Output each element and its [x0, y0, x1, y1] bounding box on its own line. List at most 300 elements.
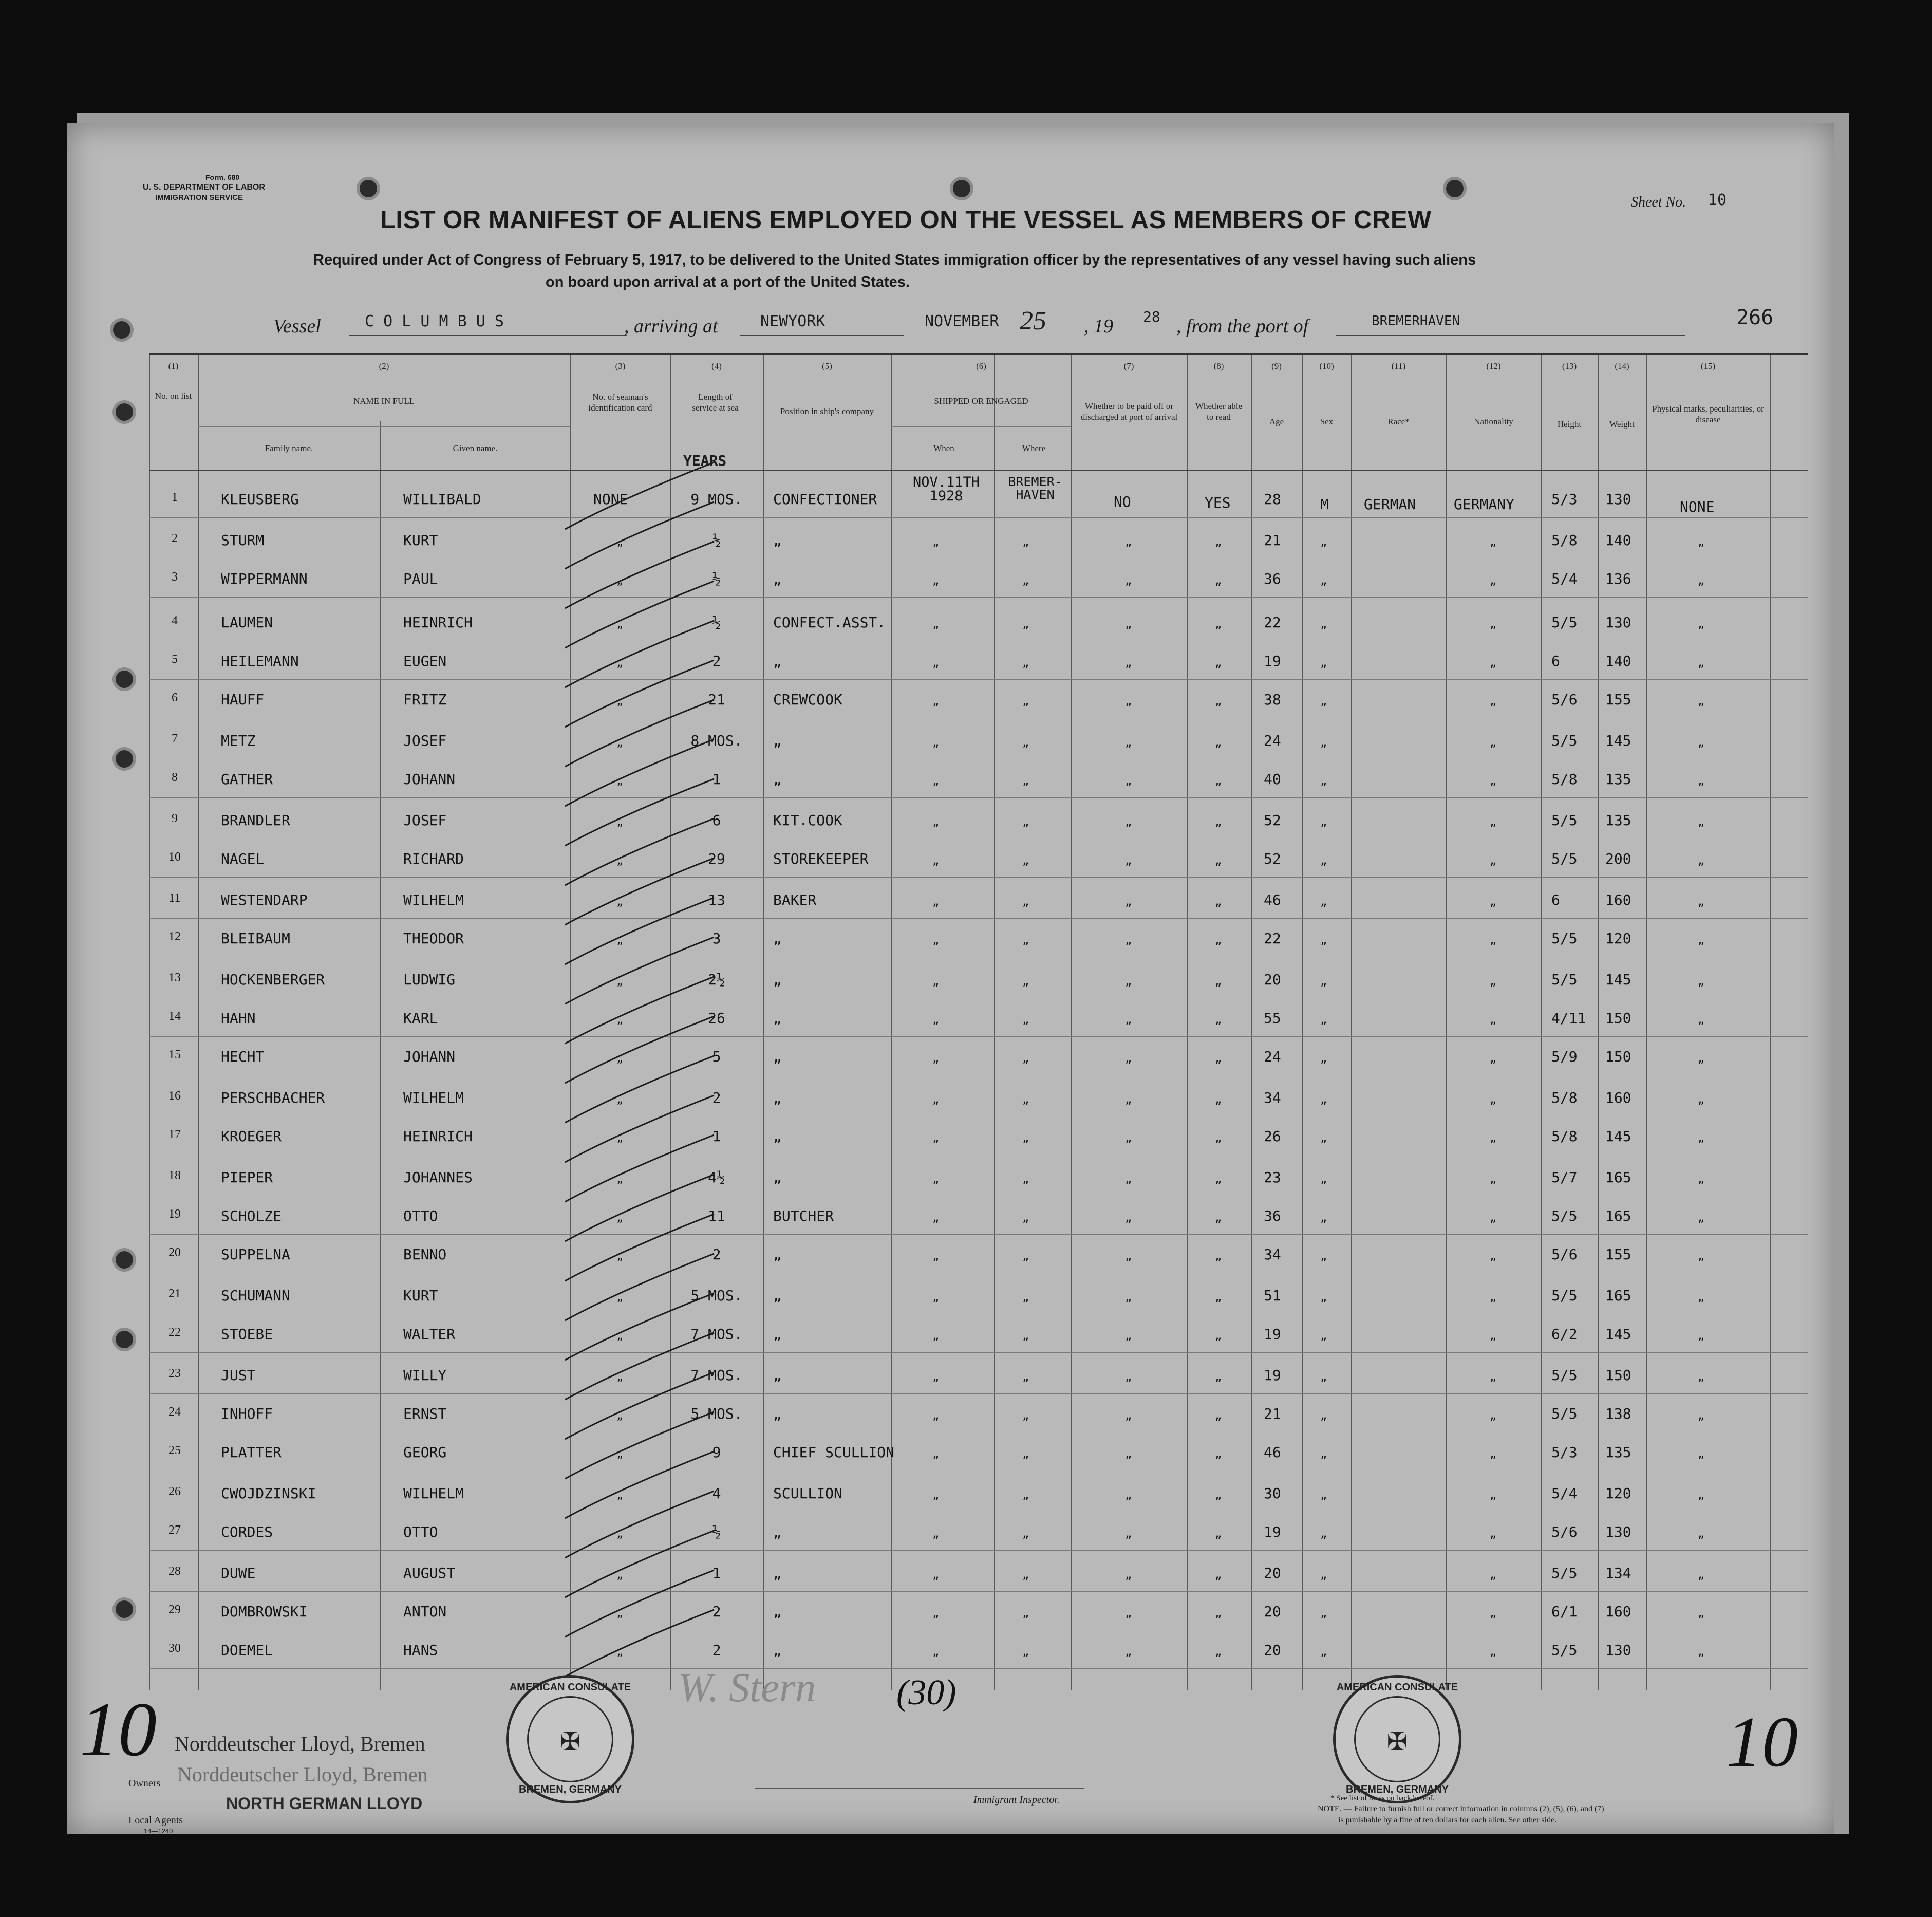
row-1-nationality: GERMANY: [1454, 496, 1515, 513]
row-7-id-ditto: „: [616, 736, 624, 749]
row-13-sex-ditto: „: [1320, 975, 1327, 988]
col-10-header: Sex: [1320, 417, 1334, 426]
row-23-family-name: JUST: [221, 1367, 256, 1384]
row-27-read-ditto: „: [1215, 1528, 1222, 1540]
row-8-row-number: 8: [172, 771, 178, 784]
row-23-id-ditto: „: [616, 1371, 624, 1384]
row-13-service-length: 2½: [708, 971, 725, 988]
seal-text-bottom: BREMEN, GERMANY: [1345, 1784, 1449, 1795]
vessel-name: C O L U M B U S: [365, 312, 504, 330]
row-21-family-name: SCHUMANN: [221, 1287, 290, 1304]
row-9-sex-ditto: „: [1320, 816, 1327, 829]
row-8-id-ditto: „: [616, 775, 624, 788]
col-4-header: Length of service at sea: [692, 392, 739, 413]
row-6-position: CREWCOOK: [773, 691, 842, 708]
pen-stroke: [565, 502, 714, 569]
row-14-family-name: HAHN: [221, 1010, 256, 1027]
row-17-given-name: HEINRICH: [403, 1128, 473, 1145]
row-24-where-ditto: „: [1022, 1409, 1029, 1422]
sheet-number: 10: [1708, 191, 1727, 209]
row-23-service-length: 7 MOS.: [690, 1367, 743, 1384]
pen-stroke: [565, 739, 714, 806]
row-9-paid-ditto: „: [1125, 816, 1132, 829]
row-16-where-ditto: „: [1022, 1093, 1029, 1106]
row-30-service-length: 2: [712, 1642, 721, 1659]
form-code: 14—1240: [144, 1827, 173, 1835]
row-25-service-length: 9: [712, 1444, 721, 1461]
row-25-sex-ditto: „: [1320, 1448, 1327, 1461]
row-22-sex-ditto: „: [1320, 1330, 1327, 1343]
col-2a-header: Family name.: [265, 443, 313, 453]
row-17-family-name: KROEGER: [221, 1128, 282, 1145]
arrival-port: NEWYORK: [760, 312, 826, 330]
row-2-age: 21: [1264, 532, 1281, 549]
row-7-when-ditto: „: [932, 736, 940, 749]
row-5-service-length: 2: [712, 653, 721, 669]
row-28-row-number: 28: [168, 1565, 181, 1578]
row-4-nationality-ditto: „: [1490, 618, 1497, 631]
vessel-underline: [349, 335, 627, 336]
row-8-nationality-ditto: „: [1490, 775, 1497, 788]
row-14-age: 55: [1264, 1010, 1281, 1027]
row-17-nationality-ditto: „: [1490, 1132, 1497, 1145]
row-2-where-ditto: „: [1022, 536, 1029, 549]
col-14-number: (14): [1615, 361, 1629, 371]
row-5-nationality-ditto: „: [1490, 657, 1497, 669]
row-7-age: 24: [1264, 732, 1281, 749]
row-26-sex-ditto: „: [1320, 1489, 1327, 1502]
row-2-when-ditto: „: [932, 536, 940, 549]
row-5-paid-ditto: „: [1125, 657, 1132, 669]
row-17-row-number: 17: [168, 1128, 181, 1141]
row-6-read-ditto: „: [1215, 695, 1222, 708]
row-26-marks-ditto: „: [1698, 1489, 1705, 1502]
row-15-family-name: HECHT: [221, 1048, 265, 1065]
row-26-family-name: CWOJDZINSKI: [221, 1485, 316, 1502]
header-subdivider: [198, 426, 570, 427]
row-25-when-ditto: „: [932, 1448, 940, 1461]
row-12-age: 22: [1264, 930, 1281, 947]
sheet-label: Sheet No.: [1631, 194, 1686, 210]
col-5-header: Position in ship's company: [780, 406, 874, 416]
row-25-position: CHIEF SCULLION: [773, 1444, 895, 1461]
row-1-sex: M: [1320, 496, 1329, 513]
row-5-marks-ditto: „: [1698, 657, 1705, 669]
pen-stroke: [565, 1451, 714, 1518]
races-note: * See list of races on back hereof.: [1330, 1794, 1435, 1802]
row-4-where-ditto: „: [1022, 618, 1029, 631]
pen-stroke: [565, 858, 714, 925]
row-30-where-ditto: „: [1022, 1646, 1029, 1659]
row-15-id-ditto: „: [616, 1052, 624, 1065]
row-28-nationality-ditto: „: [1490, 1569, 1497, 1581]
row-2-given-name: KURT: [403, 532, 438, 549]
row-8-family-name: GATHER: [221, 771, 273, 788]
pen-stroke: [565, 1531, 714, 1597]
row-1-family-name: KLEUSBERG: [221, 491, 299, 508]
row-12-given-name: THEODOR: [403, 930, 464, 947]
row-27-when-ditto: „: [932, 1528, 940, 1540]
row-10-family-name: NAGEL: [221, 850, 265, 867]
row-19-height: 5/5: [1551, 1207, 1578, 1224]
row-23-marks-ditto: „: [1698, 1371, 1705, 1384]
inspector-line: [755, 1788, 1084, 1789]
row-18-where-ditto: „: [1022, 1173, 1029, 1186]
row-1-weight: 130: [1605, 491, 1631, 508]
row-25-marks-ditto: „: [1698, 1448, 1705, 1461]
row-17-age: 26: [1264, 1128, 1281, 1145]
column-divider: [380, 421, 381, 1690]
row-21-marks-ditto: „: [1698, 1291, 1705, 1304]
row-17-when-ditto: „: [932, 1132, 940, 1145]
column-divider: [1187, 355, 1188, 1690]
row-20-row-number: 20: [168, 1246, 181, 1259]
row-30-read-ditto: „: [1215, 1646, 1222, 1659]
row-30-position: „: [773, 1642, 782, 1659]
row-10-id-ditto: „: [616, 854, 624, 867]
row-16-id-ditto: „: [616, 1093, 624, 1106]
row-26-row-number: 26: [168, 1485, 181, 1498]
row-25-read-ditto: „: [1215, 1448, 1222, 1461]
row-16-weight: 160: [1605, 1089, 1631, 1106]
col-2-header: NAME IN FULL: [353, 396, 415, 406]
row-7-sex-ditto: „: [1320, 736, 1327, 749]
row-13-marks-ditto: „: [1698, 975, 1705, 988]
row-12-position: „: [773, 930, 782, 947]
row-13-family-name: HOCKENBERGER: [221, 971, 325, 988]
row-4-row-number: 4: [172, 614, 178, 627]
row-7-position: „: [773, 732, 782, 749]
column-divider: [1071, 355, 1072, 1690]
row-9-when-ditto: „: [932, 816, 940, 829]
row-20-paid-ditto: „: [1125, 1250, 1132, 1263]
row-2-sex-ditto: „: [1320, 536, 1327, 549]
page-title: LIST OR MANIFEST OF ALIENS EMPLOYED ON THE VESSEL AS MEMBERS OF CREW: [380, 206, 1432, 234]
table-top-border: [149, 353, 1808, 355]
row-29-position: „: [773, 1603, 782, 1620]
row-2-nationality-ditto: „: [1490, 536, 1497, 549]
row-rule: [149, 1591, 1808, 1592]
row-rule: [149, 1393, 1808, 1394]
row-19-given-name: OTTO: [403, 1207, 438, 1224]
inspector-label: Immigrant Inspector.: [973, 1794, 1060, 1806]
row-20-age: 34: [1264, 1246, 1281, 1263]
row-25-given-name: GEORG: [403, 1444, 447, 1461]
row-3-given-name: PAUL: [403, 570, 438, 587]
row-11-id-ditto: „: [616, 896, 624, 908]
row-27-id-ditto: „: [616, 1528, 624, 1540]
row-7-row-number: 7: [172, 732, 178, 746]
row-29-when-ditto: „: [932, 1607, 940, 1620]
punch-hole: [116, 671, 133, 688]
col-10-number: (10): [1319, 361, 1334, 371]
row-1-given-name: WILLIBALD: [403, 491, 481, 508]
row-18-age: 23: [1264, 1169, 1281, 1186]
row-13-id-ditto: „: [616, 975, 624, 988]
row-7-given-name: JOSEF: [403, 732, 447, 749]
row-27-nationality-ditto: „: [1490, 1528, 1497, 1540]
row-22-marks-ditto: „: [1698, 1330, 1705, 1343]
row-1-height: 5/3: [1551, 491, 1578, 508]
row-11-position: BAKER: [773, 891, 817, 908]
row-16-position: „: [773, 1089, 782, 1106]
row-21-when-ditto: „: [932, 1291, 940, 1304]
row-8-weight: 135: [1605, 771, 1631, 788]
row-5-weight: 140: [1605, 653, 1631, 669]
col-14-header: Weight: [1609, 419, 1635, 429]
punch-hole: [953, 180, 970, 197]
column-divider: [1646, 355, 1647, 1690]
agents-label: Local Agents: [128, 1815, 183, 1826]
row-25-row-number: 25: [168, 1444, 181, 1457]
row-16-age: 34: [1264, 1089, 1281, 1106]
row-7-height: 5/5: [1551, 732, 1578, 749]
row-21-age: 51: [1264, 1287, 1281, 1304]
row-12-height: 5/5: [1551, 930, 1578, 947]
row-9-read-ditto: „: [1215, 816, 1222, 829]
row-4-when-ditto: „: [932, 618, 940, 631]
row-5-when-ditto: „: [932, 657, 940, 669]
row-15-marks-ditto: „: [1698, 1052, 1705, 1065]
row-29-family-name: DOMBROWSKI: [221, 1603, 308, 1620]
row-30-id-ditto: „: [616, 1646, 624, 1659]
row-7-where-ditto: „: [1022, 736, 1029, 749]
inspector-signature: W. Stern: [678, 1665, 816, 1710]
punch-hole: [360, 180, 377, 197]
row-10-row-number: 10: [168, 850, 181, 864]
row-22-service-length: 7 MOS.: [690, 1326, 743, 1343]
row-27-paid-ditto: „: [1125, 1528, 1132, 1540]
row-10-marks-ditto: „: [1698, 854, 1705, 867]
col-9-number: (9): [1271, 361, 1282, 371]
row-27-marks-ditto: „: [1698, 1528, 1705, 1540]
row-10-paid-ditto: „: [1125, 854, 1132, 867]
row-rule: [149, 1036, 1808, 1037]
row-6-weight: 155: [1605, 691, 1631, 708]
pen-stroke: [565, 1570, 714, 1637]
col-12-number: (12): [1486, 361, 1501, 371]
row-26-position: SCULLION: [773, 1485, 842, 1502]
row-7-weight: 145: [1605, 732, 1631, 749]
pen-stroke: [565, 621, 714, 687]
row-8-marks-ditto: „: [1698, 775, 1705, 788]
column-divider: [1598, 355, 1599, 1690]
column-divider: [1541, 355, 1542, 1690]
pen-stroke: [565, 937, 714, 1004]
row-21-given-name: KURT: [403, 1287, 438, 1304]
pen-stroke: [565, 1333, 714, 1400]
row-9-family-name: BRANDLER: [221, 812, 290, 829]
row-5-height: 6: [1551, 653, 1560, 669]
row-30-age: 20: [1264, 1642, 1281, 1659]
row-8-age: 40: [1264, 771, 1281, 788]
row-22-when-ditto: „: [932, 1330, 940, 1343]
row-11-family-name: WESTENDARP: [221, 891, 308, 908]
row-28-when-ditto: „: [932, 1569, 940, 1581]
row-15-given-name: JOHANN: [403, 1048, 456, 1065]
row-3-read-ditto: „: [1215, 574, 1222, 587]
row-14-nationality-ditto: „: [1490, 1014, 1497, 1027]
row-9-position: KIT.COOK: [773, 812, 842, 829]
row-4-weight: 130: [1605, 614, 1631, 631]
row-3-paid-ditto: „: [1125, 574, 1132, 587]
pen-stroke: [565, 660, 714, 727]
row-1-position: CONFECTIONER: [773, 491, 877, 508]
row-rule: [149, 1550, 1808, 1551]
row-19-weight: 165: [1605, 1207, 1631, 1224]
row-26-paid-ditto: „: [1125, 1489, 1132, 1502]
row-15-where-ditto: „: [1022, 1052, 1029, 1065]
row-24-read-ditto: „: [1215, 1409, 1222, 1422]
row-8-sex-ditto: „: [1320, 775, 1327, 788]
row-1-read: YES: [1205, 494, 1231, 511]
master-stamp: Norddeutscher Lloyd, Bremen: [175, 1732, 425, 1755]
pen-stroke: [565, 581, 714, 648]
row-19-family-name: SCHOLZE: [221, 1207, 282, 1224]
row-21-height: 5/5: [1551, 1287, 1578, 1304]
row-rule: [149, 918, 1808, 919]
col-7-number: (7): [1123, 361, 1134, 371]
row-16-paid-ditto: „: [1125, 1093, 1132, 1106]
row-18-id-ditto: „: [616, 1173, 624, 1186]
row-19-where-ditto: „: [1022, 1212, 1029, 1224]
row-4-id-ditto: „: [616, 618, 624, 631]
arrival-day: 25: [1020, 306, 1046, 336]
row-8-paid-ditto: „: [1125, 775, 1132, 788]
arriving-label: , arriving at: [624, 315, 718, 337]
row-rule: [149, 1668, 1808, 1669]
pen-stroke: [565, 898, 714, 964]
row-22-where-ditto: „: [1022, 1330, 1029, 1343]
subtitle-line-2: on board upon arrival at a port of the United States.: [546, 274, 910, 290]
col-2-number: (2): [379, 361, 389, 371]
row-18-family-name: PIEPER: [221, 1169, 273, 1186]
row-27-family-name: CORDES: [221, 1523, 273, 1540]
row-29-marks-ditto: „: [1698, 1607, 1705, 1620]
column-divider: [1770, 355, 1771, 1690]
row-29-given-name: ANTON: [403, 1603, 447, 1620]
row-6-service-length: 21: [708, 691, 725, 708]
col-5-number: (5): [822, 361, 832, 371]
row-3-id-ditto: „: [616, 574, 624, 587]
row-3-height: 5/4: [1551, 570, 1578, 587]
row-30-weight: 130: [1605, 1642, 1631, 1659]
row-7-marks-ditto: „: [1698, 736, 1705, 749]
row-23-sex-ditto: „: [1320, 1371, 1327, 1384]
row-8-when-ditto: „: [932, 775, 940, 788]
row-22-given-name: WALTER: [403, 1326, 456, 1343]
row-rule: [149, 877, 1808, 878]
row-23-paid-ditto: „: [1125, 1371, 1132, 1384]
row-12-weight: 120: [1605, 930, 1631, 947]
row-12-id-ditto: „: [616, 934, 624, 947]
seal-text-bottom: BREMEN, GERMANY: [518, 1784, 622, 1795]
row-9-height: 5/5: [1551, 812, 1578, 829]
col-6-number: (6): [976, 361, 986, 371]
row-15-age: 24: [1264, 1048, 1281, 1065]
row-26-height: 5/4: [1551, 1485, 1578, 1502]
row-5-position: „: [773, 653, 782, 669]
column-divider: [1302, 355, 1303, 1690]
row-4-position: CONFECT.ASST.: [773, 614, 886, 631]
row-28-where-ditto: „: [1022, 1569, 1029, 1581]
col-15-number: (15): [1700, 361, 1716, 371]
row-4-sex-ditto: „: [1320, 618, 1327, 631]
pen-stroke: [565, 1175, 714, 1241]
pen-stroke: [565, 1056, 714, 1123]
row-1-id-card: NONE: [593, 491, 628, 508]
row-5-family-name: HEILEMANN: [221, 653, 299, 669]
row-24-id-ditto: „: [616, 1409, 624, 1422]
row-10-age: 52: [1264, 850, 1281, 867]
col-15-header: Physical marks, peculiarities, or disease: [1652, 404, 1764, 425]
row-13-position: „: [773, 971, 782, 988]
port-label: , from the port of: [1176, 315, 1309, 337]
row-29-age: 20: [1264, 1603, 1281, 1620]
row-28-position: „: [773, 1565, 782, 1581]
row-29-nationality-ditto: „: [1490, 1607, 1497, 1620]
row-2-paid-ditto: „: [1125, 536, 1132, 549]
row-12-row-number: 12: [168, 930, 181, 943]
service-name: IMMIGRATION SERVICE: [155, 193, 243, 202]
punch-hole: [113, 321, 130, 339]
column-divider: [1351, 355, 1352, 1690]
row-21-paid-ditto: „: [1125, 1291, 1132, 1304]
row-rule: [149, 797, 1808, 798]
row-17-weight: 145: [1605, 1128, 1631, 1145]
row-26-weight: 120: [1605, 1485, 1631, 1502]
column-divider: [149, 355, 150, 1690]
row-28-age: 20: [1264, 1565, 1281, 1581]
row-30-height: 5/5: [1551, 1642, 1578, 1659]
row-27-sex-ditto: „: [1320, 1528, 1327, 1540]
column-divider: [891, 355, 892, 1690]
row-18-nationality-ditto: „: [1490, 1173, 1497, 1186]
row-6-when-ditto: „: [932, 695, 940, 708]
row-24-given-name: ERNST: [403, 1405, 447, 1422]
row-9-nationality-ditto: „: [1490, 816, 1497, 829]
row-20-nationality-ditto: „: [1490, 1250, 1497, 1263]
row-13-when-ditto: „: [932, 975, 940, 988]
row-24-when-ditto: „: [932, 1409, 940, 1422]
row-12-nationality-ditto: „: [1490, 934, 1497, 947]
punch-hole: [116, 403, 133, 421]
row-8-read-ditto: „: [1215, 775, 1222, 788]
row-11-row-number: 11: [168, 891, 181, 905]
row-2-read-ditto: „: [1215, 536, 1222, 549]
row-19-when-ditto: „: [932, 1212, 940, 1224]
row-30-row-number: 30: [168, 1642, 181, 1655]
col-8-header: Whether able to read: [1195, 401, 1243, 422]
pen-stroke: [565, 977, 714, 1044]
punch-hole: [116, 1331, 133, 1348]
row-6-height: 5/6: [1551, 691, 1578, 708]
row-21-id-ditto: „: [616, 1291, 624, 1304]
row-9-id-ditto: „: [616, 816, 624, 829]
row-5-age: 19: [1264, 653, 1281, 669]
row-9-service-length: 6: [712, 812, 721, 829]
row-6-where-ditto: „: [1022, 695, 1029, 708]
col-4-number: (4): [711, 361, 722, 371]
row-12-when-ditto: „: [932, 934, 940, 947]
row-19-id-ditto: „: [616, 1212, 624, 1224]
row-rule: [149, 597, 1808, 598]
row-1-row-number: 1: [172, 491, 178, 504]
row-10-service-length: 29: [708, 850, 725, 867]
row-29-row-number: 29: [168, 1603, 181, 1616]
row-18-weight: 165: [1605, 1169, 1631, 1186]
consulate-seal-right: [1333, 1675, 1461, 1803]
